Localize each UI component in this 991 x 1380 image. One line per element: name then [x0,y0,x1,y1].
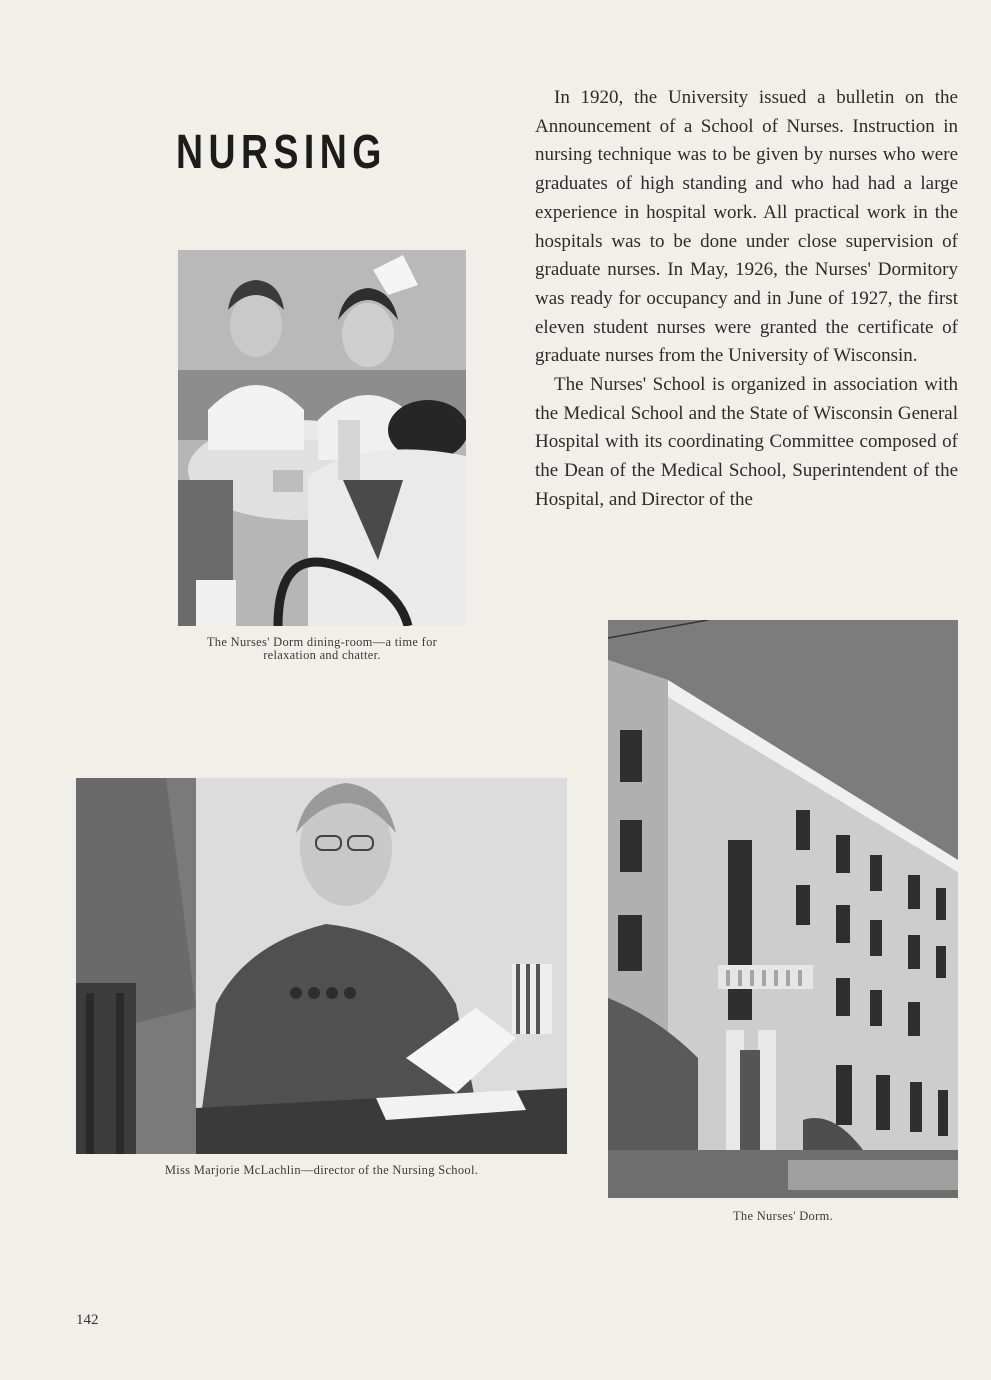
director-photo [76,778,567,1154]
dorm-building-photo [608,620,958,1198]
dining-room-photo [178,250,466,626]
body-text [535,84,958,515]
dining-room-caption-line-2: relaxation and chatter. [263,648,381,662]
page-heading: NURSING [176,126,387,179]
dorm-caption: The Nurses' Dorm. [732,1209,834,1223]
paragraph-1: In 1920, the University issued a bulletin on the Announcement of a School of Nurses. Instruction in nursing technique was to be given by nurses who were graduates of high standing and who had had a large experience in hospital work. All practical work in the hospitals was to be done under close supervision of graduate nurses. In May, 1926, the Nurses' Dormitory was ready for occupancy and in June of 1927, the first eleven student nurses were granted the certificate of graduate nurses from the University of Wisconsin. [535,87,958,367]
dining-room-caption-line-1: The Nurses' Dorm dining-room—a time for [206,635,438,649]
paragraph-2: The Nurses' School is organized in association with the Medical School and the State of Wisconsin General Hospital with its coordinating Committee composed of the Dean of the Medical School, Superintendent of the Hospital, and Director of the [535,374,958,510]
dining-room-caption [178,636,466,662]
director-caption: Miss Marjorie McLachlin—director of the Nursing School. [164,1163,479,1177]
page-number: 142 [76,1312,99,1328]
